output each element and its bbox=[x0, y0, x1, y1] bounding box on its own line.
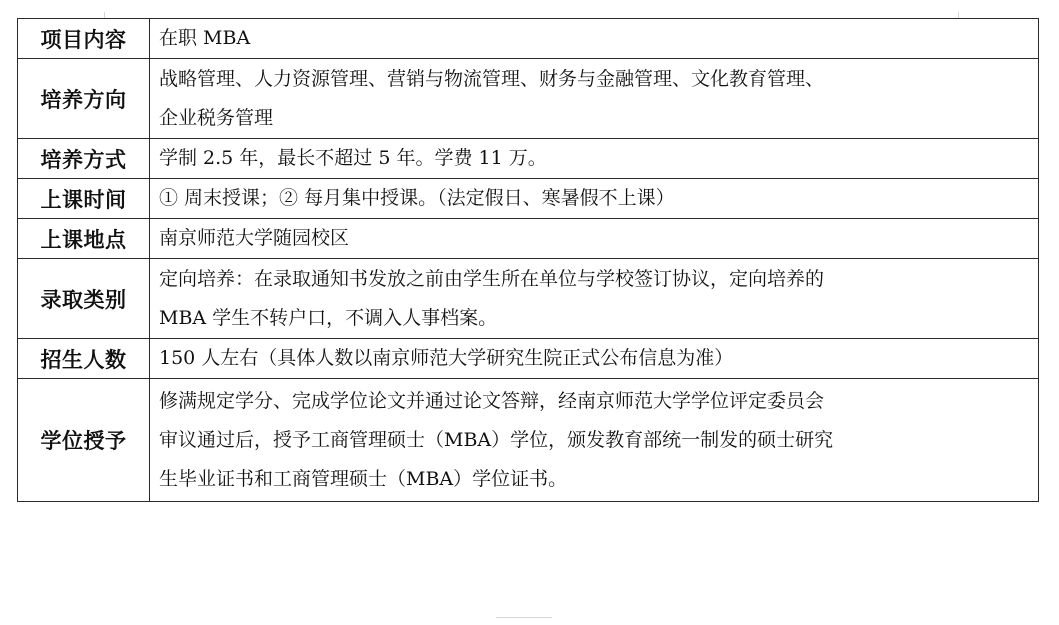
row-value bbox=[150, 339, 1039, 379]
table-row-degree bbox=[18, 379, 1039, 502]
row-label: 上课时间 bbox=[18, 179, 150, 219]
value-line: ① 周末授课；② 每月集中授课。（法定假日、寒暑假不上课） bbox=[159, 187, 675, 209]
row-label: 培养方式 bbox=[18, 139, 150, 179]
page-bottom-mark bbox=[496, 617, 552, 618]
table-row-location bbox=[18, 219, 1039, 259]
row-label: 招生人数 bbox=[18, 339, 150, 379]
row-value bbox=[150, 139, 1039, 179]
row-value bbox=[150, 19, 1039, 59]
row-label: 上课地点 bbox=[18, 219, 150, 259]
row-value bbox=[150, 219, 1039, 259]
row-value bbox=[150, 259, 1039, 339]
value-line: 修满规定学分、完成学位论文并通过论文答辩，经南京师范大学学位评定委员会 bbox=[159, 389, 825, 412]
value-line: 定向培养：在录取通知书发放之前由学生所在单位与学校签订协议，定向培养的 bbox=[159, 267, 825, 290]
table-row-enrollment bbox=[18, 339, 1039, 379]
value-line: 150 人左右（具体人数以南京师范大学研究生院正式公布信息为准） bbox=[159, 347, 734, 369]
program-info-table bbox=[17, 18, 1039, 502]
value-line: 生毕业证书和工商管理硕士（MBA）学位证书。 bbox=[159, 467, 568, 490]
row-value bbox=[150, 379, 1039, 502]
row-label: 项目内容 bbox=[18, 19, 150, 59]
table-row-mode bbox=[18, 139, 1039, 179]
value-line: 审议通过后，授予工商管理硕士（MBA）学位，颁发教育部统一制发的硕士研究 bbox=[159, 428, 834, 451]
value-line: 企业税务管理 bbox=[159, 106, 274, 129]
value-line: 学制 2.5 年，最长不超过 5 年。学费 11 万。 bbox=[159, 147, 547, 169]
row-label: 学位授予 bbox=[18, 379, 150, 502]
row-label: 录取类别 bbox=[18, 259, 150, 339]
table-row-class-time bbox=[18, 179, 1039, 219]
row-value bbox=[150, 179, 1039, 219]
table-row-direction bbox=[18, 59, 1039, 139]
table-row-project bbox=[18, 19, 1039, 59]
row-label: 培养方向 bbox=[18, 59, 150, 139]
value-line: 在职 MBA bbox=[159, 27, 251, 49]
value-line: 战略管理、人力资源管理、营销与物流管理、财务与金融管理、文化教育管理、 bbox=[159, 67, 825, 90]
value-line: 南京师范大学随园校区 bbox=[159, 227, 350, 249]
value-line: MBA 学生不转户口，不调入人事档案。 bbox=[159, 306, 498, 329]
row-value bbox=[150, 59, 1039, 139]
table-row-admission-type bbox=[18, 259, 1039, 339]
